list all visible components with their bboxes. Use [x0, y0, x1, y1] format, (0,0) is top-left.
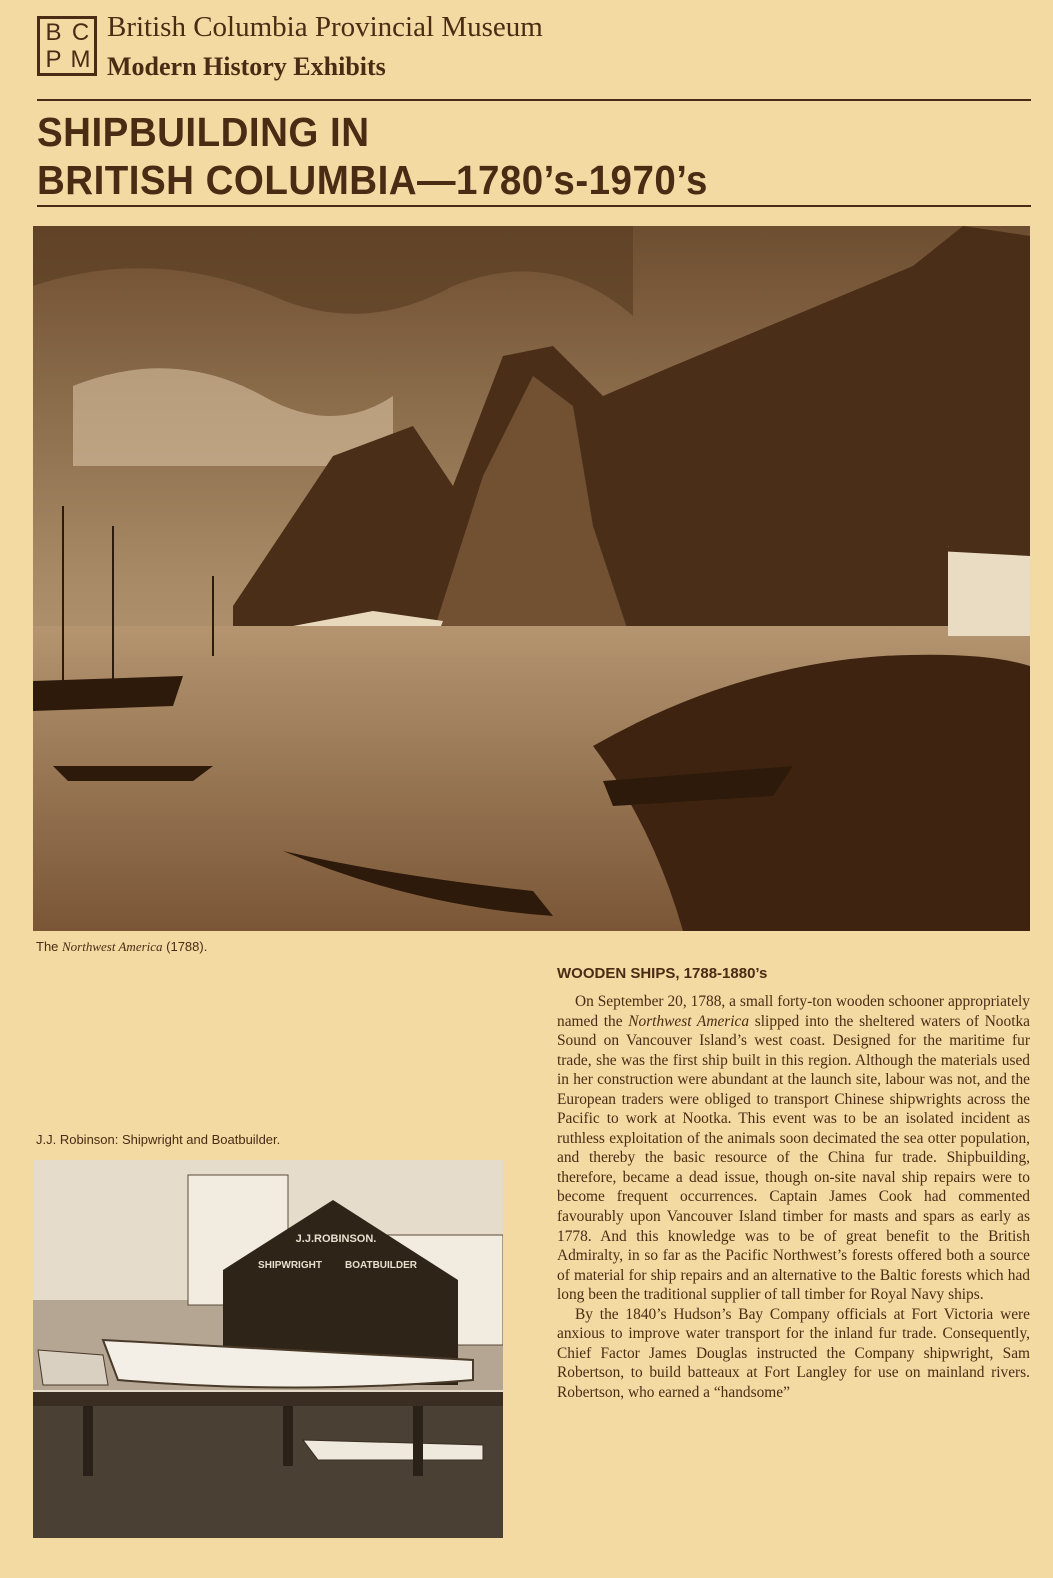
- sign-right: BOATBUILDER: [344, 1260, 418, 1271]
- title-line-1: SHIPBUILDING IN: [37, 109, 370, 155]
- logo-letter: B: [45, 18, 62, 46]
- logo-letter: P: [45, 45, 62, 73]
- title-rule: [37, 205, 1031, 207]
- museum-name: British Columbia Provincial Museum: [107, 11, 543, 43]
- department-name: Modern History Exhibits: [107, 52, 386, 81]
- engraving-image: [33, 226, 1030, 931]
- page-title: [37, 108, 708, 204]
- paragraph-2: By the 1840’s Hudson’s Bay Company officials at Fort Victoria were anxious to improve water transport for the inland fur trade. Consequently, Chief Factor James Douglas instructed the Company shipwright, Sam Robertson, to build batteaux at Fort Langley for use on mainland rivers. Robertson, who earned a “handsome”: [557, 1305, 1030, 1401]
- header-rule: [37, 99, 1031, 101]
- article-body: [557, 992, 1030, 1402]
- main-photo-caption: The Northwest America (1788).: [36, 939, 208, 954]
- sign-left: SHIPWRIGHT: [258, 1260, 322, 1271]
- logo-letter: M: [70, 45, 91, 73]
- section-heading: WOODEN SHIPS, 1788-1880’s: [557, 965, 768, 982]
- second-photo-caption: J.J. Robinson: Shipwright and Boatbuilder.: [36, 1132, 281, 1147]
- photo-robinson-shipyard: [33, 1160, 503, 1538]
- title-line-2: BRITISH COLUMBIA—1780’s-1970’s: [37, 157, 708, 203]
- sign-name: J.J.ROBINSON.: [295, 1233, 377, 1245]
- paragraph-1: On September 20, 1788, a small forty-ton wooden schooner appropriately named the Northwest America slipped into the sheltered waters of Nootka Sound on Vancouver Island’s west coast. Designed for the maritime fur trade, she was the first ship built in this region. Although the materials used in her construction were abundant at the launch site, labour was not, and the European traders were obliged to transport Chinese shipwrights across the Pacific to work at Nootka. This event was to be an isolated incident as ruthless exploitation of the animals soon decimated the sea otter population, and thereby the basic resource of the China fur trade. Shipbuilding, therefore, became a dead issue, though on-site naval ship repairs were to become frequent occurrences. Captain James Cook had commented favourably upon Vancouver Island timber for masts and spars as early as 1778. And this knowledge was to be of great benefit to the British Admiralty, in so far as the Pacific Northwest’s forests offered both a source of material for ship repairs and an alternative to the Baltic forests which had long been the traditional supplier of tall timber for Royal Navy ships.: [557, 993, 1031, 1304]
- shipyard-image: [33, 1160, 503, 1538]
- logo-letter: C: [71, 18, 90, 46]
- engraving-northwest-america: [33, 226, 1030, 931]
- museum-logo: [37, 16, 97, 76]
